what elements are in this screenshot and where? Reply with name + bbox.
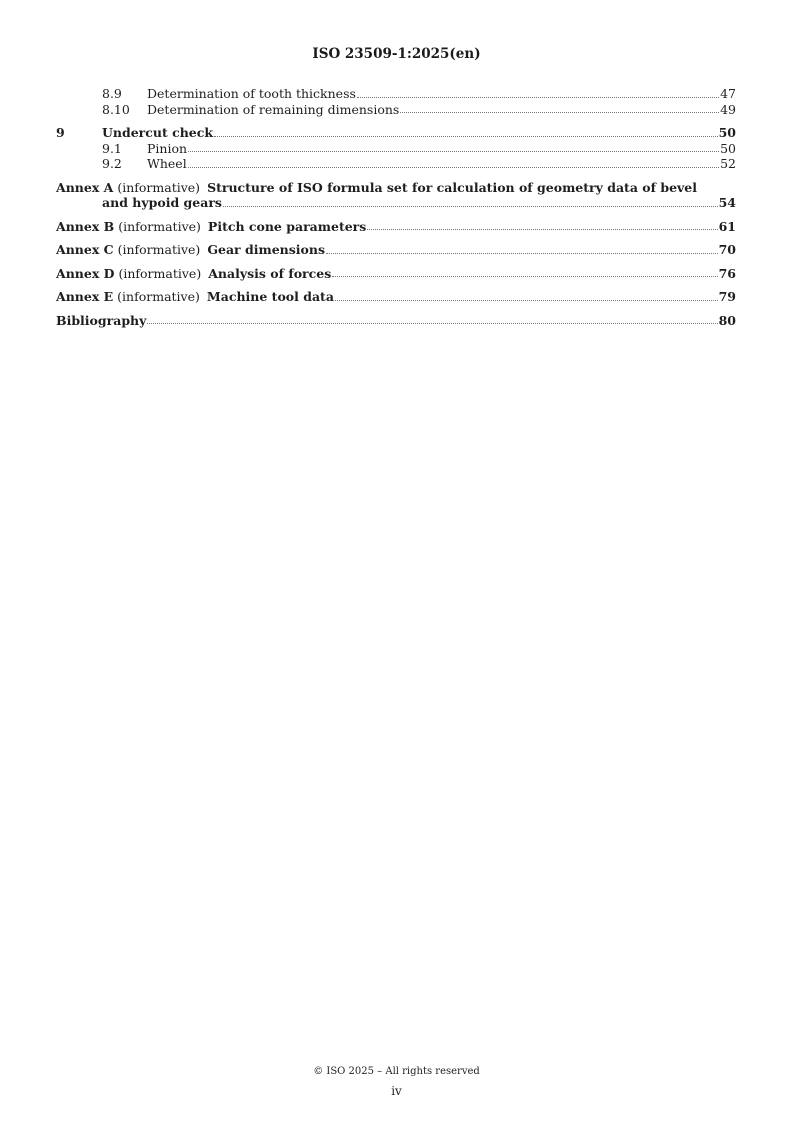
toc-entry-page: 79: [718, 289, 736, 304]
toc-entry-title: Determination of tooth thickness: [147, 86, 356, 101]
dot-leader: [367, 228, 717, 230]
toc-entry-page: 80: [718, 312, 736, 328]
toc-entry-page: 47: [720, 86, 736, 101]
toc-entry-annex-d[interactable]: [56, 266, 736, 282]
toc-entry-9[interactable]: [56, 125, 736, 141]
dot-leader: [326, 252, 718, 254]
table-of-contents: [56, 86, 736, 328]
toc-entry-annex-e[interactable]: [56, 289, 736, 305]
toc-entry-number: 9.2: [102, 156, 122, 171]
toc-entry-page: 76: [718, 265, 736, 281]
page-number: iv: [391, 1084, 402, 1098]
dot-leader: [147, 322, 717, 324]
annex-informative: (informative): [118, 265, 202, 281]
toc-entry-title: Analysis of forces: [208, 265, 332, 281]
dot-leader: [188, 150, 719, 152]
annex-informative: (informative): [118, 218, 201, 234]
dot-leader: [223, 205, 718, 207]
toc-entry-title: Machine tool data: [206, 289, 334, 304]
annex-a-heading-line: [56, 180, 736, 196]
toc-entry-page: 52: [720, 156, 736, 171]
annex-title-line2: and hypoid gears: [102, 195, 222, 210]
dot-leader: [332, 275, 717, 277]
annex-label: Annex E: [56, 289, 114, 304]
annex-informative: (informative): [117, 242, 201, 257]
toc-entry-title: Bibliography: [56, 312, 147, 328]
toc-entry-page: 61: [718, 218, 736, 234]
toc-entry-page: 50: [718, 125, 736, 140]
toc-entry-8-9[interactable]: [56, 86, 736, 102]
toc-entry-page: 50: [720, 140, 736, 156]
toc-entry-page: 54: [718, 195, 736, 210]
toc-entry-annex-a[interactable]: [56, 180, 736, 211]
toc-entry-9-2[interactable]: [56, 156, 736, 172]
toc-entry-title: Pitch cone parameters: [207, 218, 367, 234]
dot-leader: [335, 299, 718, 301]
toc-entry-title: Gear dimensions: [207, 242, 325, 257]
toc-entry-title: Pinion: [147, 140, 188, 156]
annex-informative: (informative): [117, 289, 200, 304]
annex-label: Annex A: [56, 179, 114, 195]
toc-entry-9-1[interactable]: [56, 141, 736, 157]
annex-label: Annex D: [56, 265, 115, 281]
annex-title-line1: Structure of ISO formula set for calculation of geometry data of bevel: [207, 179, 698, 195]
dot-leader: [400, 111, 719, 113]
dot-leader: [357, 96, 719, 98]
toc-entry-page: 49: [720, 101, 736, 117]
toc-entry-title: Wheel: [147, 156, 187, 171]
toc-entry-annex-b[interactable]: [56, 219, 736, 235]
toc-entry-page: 70: [718, 242, 736, 257]
annex-label: Annex C: [56, 242, 114, 257]
dot-leader: [188, 166, 719, 168]
toc-entry-title: Determination of remaining dimensions: [147, 101, 400, 117]
annex-label: Annex B: [56, 218, 115, 234]
toc-entry-number: 9.1: [102, 140, 122, 156]
toc-entry-number: 8.10: [102, 101, 130, 117]
toc-entry-annex-c[interactable]: [56, 242, 736, 258]
toc-entry-title: Undercut check: [102, 125, 214, 140]
annex-a-title-continuation: [56, 195, 736, 211]
copyright-notice: © ISO 2025 – All rights reserved: [313, 1066, 480, 1077]
toc-entry-8-10[interactable]: [56, 102, 736, 118]
toc-entry-number: 9: [56, 125, 65, 140]
dot-leader: [214, 135, 718, 137]
toc-entry-bibliography[interactable]: [56, 313, 736, 329]
annex-informative: (informative): [117, 179, 201, 195]
document-header: ISO 23509-1:2025(en): [312, 46, 481, 62]
toc-entry-number: 8.9: [102, 86, 122, 101]
